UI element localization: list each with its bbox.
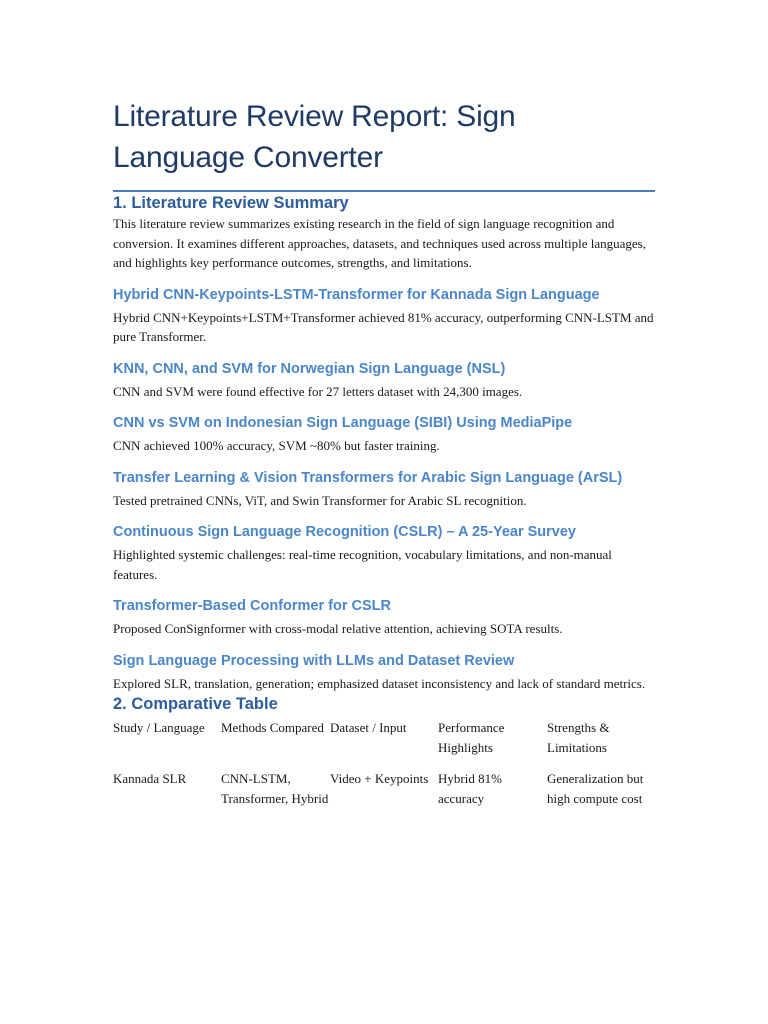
- review-item-heading: KNN, CNN, and SVM for Norwegian Sign Language (NSL): [113, 360, 506, 377]
- review-item: [113, 522, 655, 584]
- review-item-heading: CNN vs SVM on Indonesian Sign Language (SIBI) Using MediaPipe: [113, 415, 573, 431]
- review-item-heading: Continuous Sign Language Recognition (CSLR) – A 25-Year Survey: [113, 524, 576, 540]
- table-header-cell: Study / Language: [113, 720, 205, 735]
- table-header-cell: Methods Compared: [221, 720, 324, 735]
- comparative-table: [113, 718, 655, 808]
- table-header-row: [113, 718, 655, 769]
- section-heading-summary: 1. Literature Review Summary: [113, 194, 349, 212]
- review-item-heading: Sign Language Processing with LLMs and Dataset Review: [113, 652, 515, 669]
- table-header-cell: Dataset / Input: [330, 720, 407, 735]
- review-item-text: Highlighted systemic challenges: real-time recognition, vocabulary limitations, and non-manual features.: [113, 547, 612, 582]
- review-item-heading: Transformer-Based Conformer for CSLR: [113, 598, 391, 614]
- review-item: [113, 285, 655, 347]
- summary-intro: This literature review summarizes existing research in the field of sign language recognition and conversion. It examines different approaches, datasets, and techniques used across multiple languages, and highlights key performance outcomes, strengths, and limitations.: [113, 216, 646, 270]
- review-item: [113, 468, 655, 511]
- section-heading-table: 2. Comparative Table: [113, 695, 278, 713]
- review-item-heading: Transfer Learning & Vision Transformers for Arabic Sign Language (ArSL): [113, 469, 623, 486]
- review-item: [113, 359, 655, 402]
- review-item-heading: Hybrid CNN-Keypoints-LSTM-Transformer for Kannada Sign Language: [113, 286, 600, 303]
- review-item-text: Tested pretrained CNNs, ViT, and Swin Transformer for Arabic SL recognition.: [113, 492, 527, 508]
- table-row: [113, 769, 655, 808]
- review-item: [113, 651, 655, 694]
- review-item-text: Explored SLR, translation, generation; emphasized dataset inconsistency and lack of standard metrics.: [113, 675, 646, 691]
- table-header-cell: Performance Highlights: [438, 720, 505, 755]
- document-page: [113, 0, 655, 808]
- table-header-cell: Strengths & Limitations: [547, 720, 610, 755]
- review-item: [113, 413, 655, 456]
- table-cell: Video + Keypoints: [330, 771, 429, 786]
- table-cell: Hybrid 81% accuracy: [438, 771, 502, 806]
- review-item-text: Proposed ConSignformer with cross-modal relative attention, achieving SOTA results.: [113, 621, 563, 636]
- review-item: [113, 596, 655, 639]
- review-item-text: CNN and SVM were found effective for 27 letters dataset with 24,300 images.: [113, 383, 523, 399]
- review-item-text: CNN achieved 100% accuracy, SVM ~80% but faster training.: [113, 438, 440, 453]
- table-cell: CNN-LSTM, Transformer, Hybrid: [221, 771, 329, 806]
- table-cell: Kannada SLR: [113, 771, 187, 786]
- document-title: Literature Review Report: Sign Language Converter: [113, 100, 516, 174]
- review-item-text: Hybrid CNN+Keypoints+LSTM+Transformer achieved 81% accuracy, outperforming CNN-LSTM and pure Transformer.: [113, 309, 654, 344]
- table-cell: Generalization but high compute cost: [547, 771, 644, 806]
